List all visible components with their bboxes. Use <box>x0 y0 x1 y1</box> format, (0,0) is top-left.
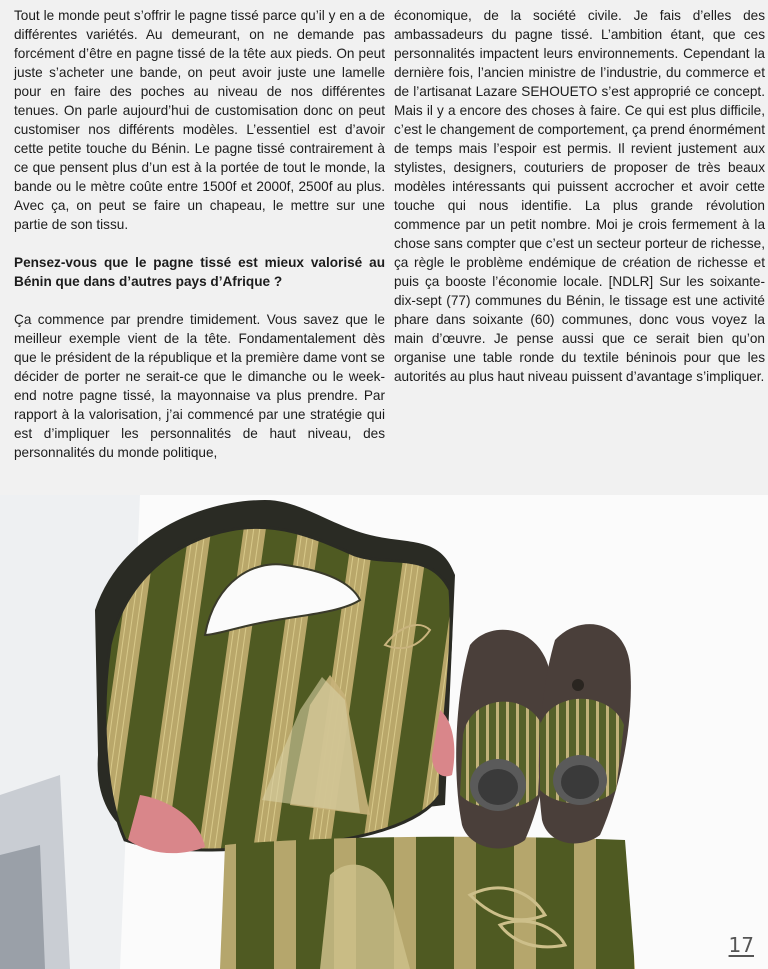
handbag <box>95 500 455 853</box>
article-left-column <box>14 6 385 481</box>
interview-question: Pensez-vous que le pagne tissé est mieux valorisé au Bénin que dans d’autres pays d’Afrique ? <box>14 255 385 289</box>
product-photo <box>0 495 768 969</box>
folded-pagne <box>220 837 635 969</box>
answer-paragraph: Tout le monde peut s’offrir le pagne tissé parce qu’il y en a de différentes variétés. Au demeurant, on ne demande pas forcément d’être en pagne tissé de la tête aux pieds. On peut juste s’acheter une bande, on peut avoir juste une lamelle pour en faire des poches au niveau de nos différentes tenues. On parle aujourd’hui de customisation donc on peut customiser nos différents modèles. L’essentiel est d’avoir cette petite touche du Bénin. Le pagne tissé contrairement à ce que pensent plus d’un est à la portée de tout le monde, la bande ou le mètre coûte entre 1500f et 2000f, 2500f au plus. Avec ça, on peut se faire un chapeau, le mettre sur une partie de son tissu. <box>14 8 385 232</box>
page-number: 17 <box>728 933 754 957</box>
article-right-column <box>394 6 765 405</box>
sandals <box>456 624 631 848</box>
answer-paragraph: Ça commence par prendre timidement. Vous savez que le meilleur exemple vient de la tête. Fondamentalement dès que le président de la république et la première dame vont se décider de porter ne serait-ce que le dimanche ou le week-end notre pagne tissé, la mayonnaise va plus prendre. Par rapport à la valorisation, j’ai commencé par une stratégie qui est d’impliquer les personnalités de haut niveau, des personnalités du monde politique, <box>14 312 385 460</box>
answer-paragraph: économique, de la société civile. Je fais d’elles des ambassadeurs du pagne tissé. L’ambition étant, que ces personnalités impactent leurs environnements. Cependant la dernière fois, l’ancien ministre de l’industrie, du commerce et de l’artisanat Lazare SEHOUETO s’est approprié ce concept. Mais il y a encore des choses à faire. Ce qui est plus difficile, c’est le changement de comportement, ça prend énormément de temps mais l’espoir est permis. Il revient justement aux stylistes, designers, couturiers de proposer de très beaux modèles intéressants qui puissent accrocher et avoir cette touche qui nous identifie. La plus grande révolution commence par un petit nombre. Moi je crois fermement à la chose sans compter que c’est un secteur porteur de richesse, ça règle le problème endémique de création de richesse et puis ça booste l’économie locale. [NDLR] Sur les soixante-dix-sept (77) communes du Bénin, le tissage est une activité phare dans soixante (60) communes, donc vous voyez la main d’œuvre. Je pense aussi que ce serait bien qu’on organise une table ronde du textile béninois pour que les autorités au plus haut niveau puissent d’avantage s’impliquer. <box>394 8 766 384</box>
